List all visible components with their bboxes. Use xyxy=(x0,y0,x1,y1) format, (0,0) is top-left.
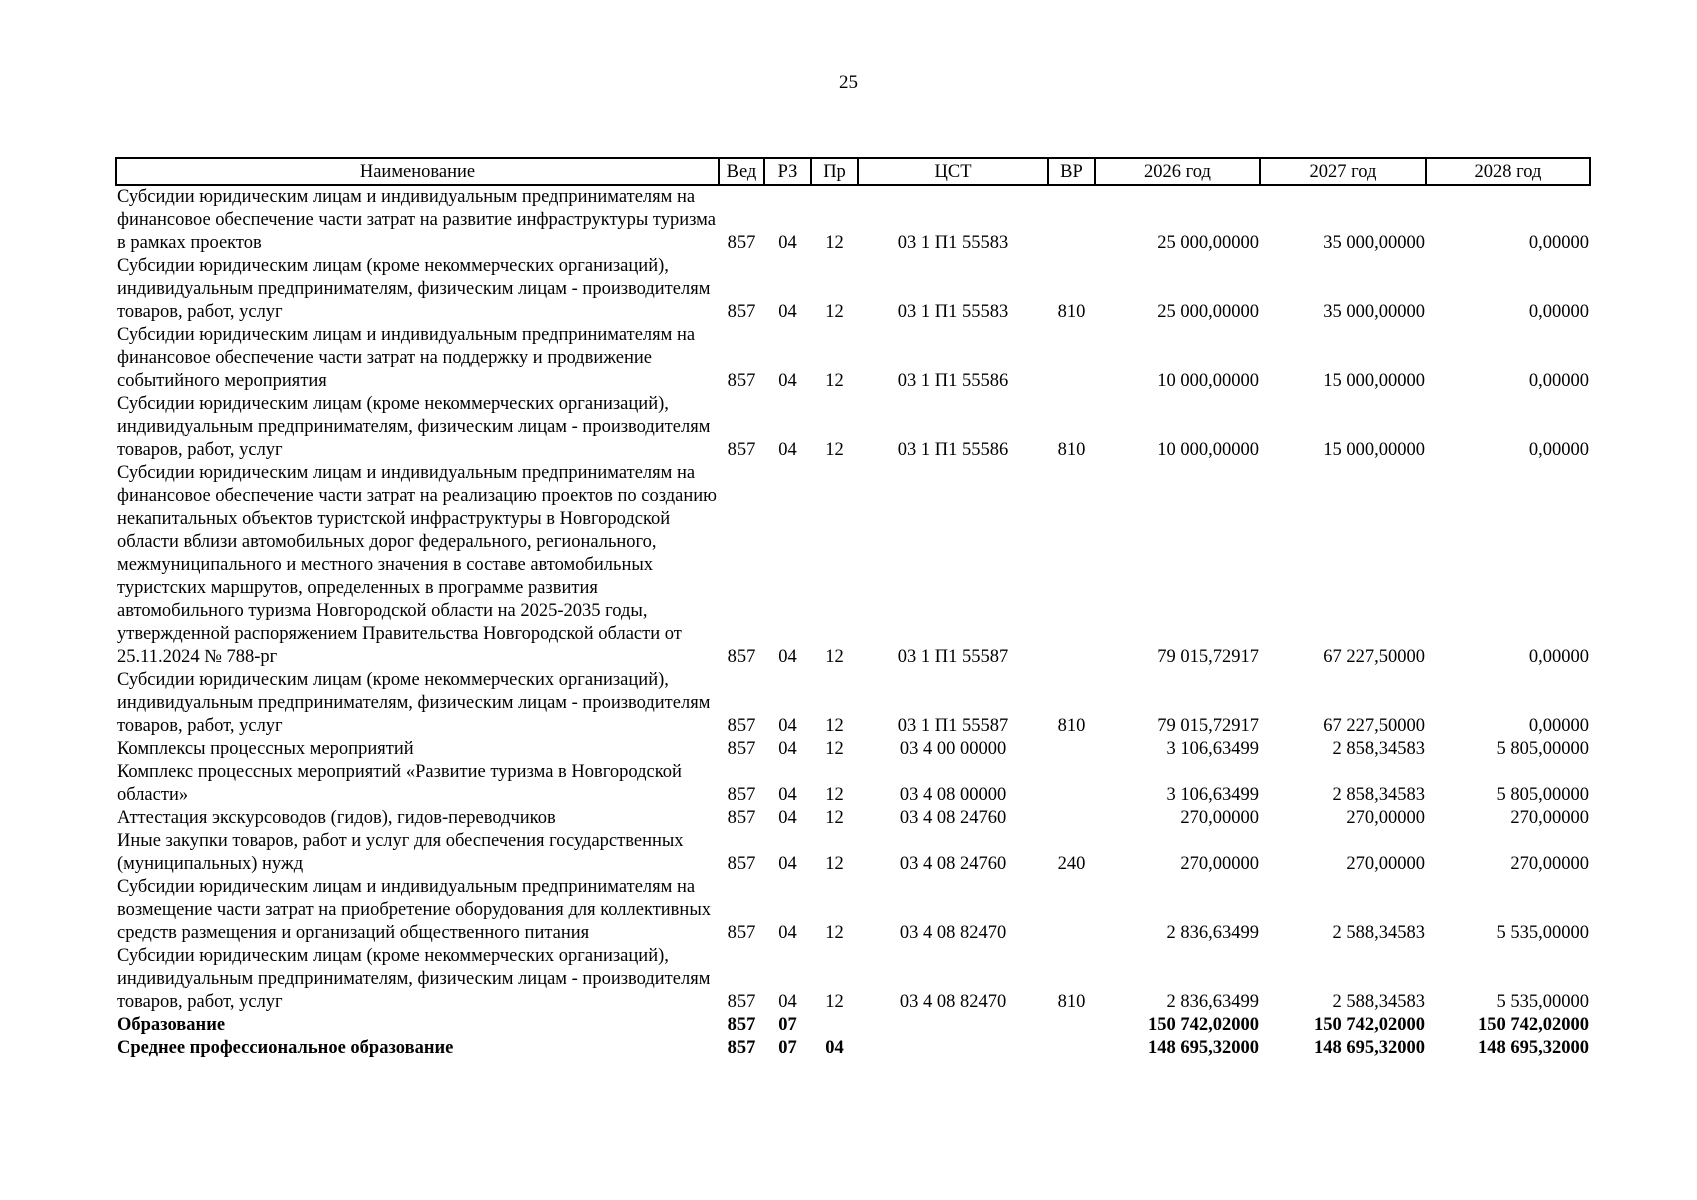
header-name: Наименование xyxy=(116,158,719,185)
row-2028: 5 805,00000 xyxy=(1496,739,1589,759)
row-vr xyxy=(1048,807,1095,830)
row-2026: 2 836,63499 xyxy=(1166,992,1259,1012)
row-pr: 12 xyxy=(825,854,844,874)
table-row xyxy=(116,830,1590,876)
row-cst xyxy=(858,1037,1048,1060)
page-number: 25 xyxy=(839,72,858,93)
row-2027: 67 227,50000 xyxy=(1323,716,1425,736)
row-cst: 03 1 П1 55587 xyxy=(897,647,1009,667)
row-pr: 12 xyxy=(825,440,844,460)
row-rz: 07 xyxy=(778,1038,797,1058)
row-name: Комплекс процессных мероприятий «Развитие туризма в Новгородской области» xyxy=(117,762,682,805)
row-rz: 04 xyxy=(778,233,797,253)
table-header-row xyxy=(116,158,1590,185)
row-cst xyxy=(858,1014,1048,1037)
row-2027: 15 000,00000 xyxy=(1323,371,1425,391)
row-pr: 12 xyxy=(825,371,844,391)
row-2027: 2 588,34583 xyxy=(1332,992,1425,1012)
row-name: Субсидии юридическим лицам и индивидуальным предпринимателям на финансовое обеспечение части затрат на поддержку и продвижение событийного мероприятия xyxy=(117,325,696,391)
row-2027: 2 588,34583 xyxy=(1332,923,1425,943)
row-cst: 03 1 П1 55587 xyxy=(897,716,1009,736)
row-2026: 3 106,63499 xyxy=(1166,739,1259,759)
row-ved: 857 xyxy=(727,808,756,828)
table-row xyxy=(116,1014,1590,1037)
row-vr xyxy=(1048,185,1095,255)
table-row xyxy=(116,807,1590,830)
row-vr: 810 xyxy=(1057,302,1086,322)
row-2026: 148 695,32000 xyxy=(1148,1038,1259,1058)
table-row xyxy=(116,1037,1590,1060)
row-pr: 12 xyxy=(825,716,844,736)
row-pr: 12 xyxy=(825,992,844,1012)
header-pr: Пр xyxy=(811,158,858,185)
row-2028: 150 742,02000 xyxy=(1478,1015,1589,1035)
row-name: Субсидии юридическим лицам и индивидуальным предпринимателям на финансовое обеспечение части затрат на реализацию проектов по созданию некапитальных объектов туристской инфраструктуры в Новгородской области вблизи автомобильных дорог федерального, регионального, межмуниципального и местного значения в составе автомобильных туристских маршрутов, определенных в программе развития автомобильного туризма Новгородской области на 2025-2035 годы, утвержденной распоряжением Правительства Новгородской области от 25.11.2024 № 788-рг xyxy=(117,463,717,667)
table-row xyxy=(116,761,1590,807)
table-row xyxy=(116,945,1590,1014)
row-vr xyxy=(1048,876,1095,945)
row-2027: 2 858,34583 xyxy=(1332,785,1425,805)
row-ved: 857 xyxy=(727,739,756,759)
row-cst: 03 4 08 82470 xyxy=(899,923,1007,943)
row-vr xyxy=(1048,738,1095,761)
row-ved: 857 xyxy=(727,923,756,943)
row-2027: 15 000,00000 xyxy=(1323,440,1425,460)
row-vr xyxy=(1048,1037,1095,1060)
row-name: Иные закупки товаров, работ и услуг для обеспечения государственных (муниципальных) нужд xyxy=(117,831,684,874)
row-cst: 03 1 П1 55583 xyxy=(897,302,1009,322)
row-pr: 12 xyxy=(825,739,844,759)
row-ved: 857 xyxy=(727,371,756,391)
row-2026: 2 836,63499 xyxy=(1166,923,1259,943)
row-ved: 857 xyxy=(727,785,756,805)
row-name: Аттестация экскурсоводов (гидов), гидов-переводчиков xyxy=(117,808,556,828)
row-2028: 5 805,00000 xyxy=(1496,785,1589,805)
row-name: Субсидии юридическим лицам (кроме некоммерческих организаций), индивидуальным предпринимателям, физическим лицам - производителям товаров, работ, услуг xyxy=(117,256,711,322)
row-2028: 0,00000 xyxy=(1528,233,1589,253)
header-cst: ЦСТ xyxy=(858,158,1048,185)
row-cst: 03 4 00 00000 xyxy=(899,739,1007,759)
row-rz: 04 xyxy=(778,647,797,667)
header-2028: 2028 год xyxy=(1426,158,1590,185)
row-2028: 0,00000 xyxy=(1528,647,1589,667)
row-ved: 857 xyxy=(727,233,756,253)
row-cst: 03 4 08 24760 xyxy=(899,808,1007,828)
row-vr xyxy=(1048,462,1095,669)
row-cst: 03 4 08 00000 xyxy=(899,785,1007,805)
table-row xyxy=(116,324,1590,393)
row-ved: 857 xyxy=(727,854,756,874)
table-row xyxy=(116,393,1590,462)
row-name: Образование xyxy=(117,1015,226,1035)
row-2026: 3 106,63499 xyxy=(1166,785,1259,805)
row-2027: 35 000,00000 xyxy=(1323,302,1425,322)
row-vr: 810 xyxy=(1057,992,1086,1012)
row-2028: 0,00000 xyxy=(1528,716,1589,736)
row-2026: 79 015,72917 xyxy=(1157,647,1259,667)
row-pr: 12 xyxy=(825,647,844,667)
table-row xyxy=(116,738,1590,761)
row-ved: 857 xyxy=(727,302,756,322)
row-2028: 0,00000 xyxy=(1528,440,1589,460)
table-row xyxy=(116,876,1590,945)
row-rz: 04 xyxy=(778,854,797,874)
row-name: Субсидии юридическим лицам (кроме некоммерческих организаций), индивидуальным предпринимателям, физическим лицам - производителям товаров, работ, услуг xyxy=(117,394,711,460)
row-ved: 857 xyxy=(727,1015,756,1035)
header-rz: РЗ xyxy=(764,158,811,185)
row-2027: 270,00000 xyxy=(1346,808,1425,828)
row-rz: 04 xyxy=(778,808,797,828)
row-2026: 150 742,02000 xyxy=(1148,1015,1259,1035)
row-pr: 12 xyxy=(825,923,844,943)
row-vr: 810 xyxy=(1057,716,1086,736)
header-ved: Вед xyxy=(719,158,764,185)
row-vr xyxy=(1048,1014,1095,1037)
row-rz: 04 xyxy=(778,739,797,759)
header-vr: ВР xyxy=(1048,158,1095,185)
row-2027: 2 858,34583 xyxy=(1332,739,1425,759)
row-ved: 857 xyxy=(727,440,756,460)
budget-table xyxy=(115,157,1591,1060)
row-name: Субсидии юридическим лицам и индивидуальным предпринимателям на финансовое обеспечение части затрат на развитие инфраструктуры туризма в рамках проектов xyxy=(117,187,716,253)
row-cst: 03 4 08 24760 xyxy=(899,854,1007,874)
row-cst: 03 1 П1 55586 xyxy=(897,371,1009,391)
row-2028: 0,00000 xyxy=(1528,302,1589,322)
row-vr xyxy=(1048,761,1095,807)
header-2026: 2026 год xyxy=(1095,158,1260,185)
row-ved: 857 xyxy=(727,716,756,736)
row-name: Субсидии юридическим лицам (кроме некоммерческих организаций), индивидуальным предпринимателям, физическим лицам - производителям товаров, работ, услуг xyxy=(117,946,711,1012)
row-rz: 07 xyxy=(778,1015,797,1035)
row-pr: 04 xyxy=(825,1038,844,1058)
row-2027: 270,00000 xyxy=(1346,854,1425,874)
row-rz: 04 xyxy=(778,440,797,460)
row-pr xyxy=(811,1014,858,1037)
row-ved: 857 xyxy=(727,992,756,1012)
row-vr: 240 xyxy=(1057,854,1086,874)
row-2027: 67 227,50000 xyxy=(1323,647,1425,667)
row-2026: 270,00000 xyxy=(1180,854,1259,874)
header-2027: 2027 год xyxy=(1260,158,1426,185)
row-2027: 35 000,00000 xyxy=(1323,233,1425,253)
row-ved: 857 xyxy=(727,647,756,667)
table-row xyxy=(116,255,1590,324)
row-2028: 0,00000 xyxy=(1528,371,1589,391)
row-name: Субсидии юридическим лицам и индивидуальным предпринимателям на возмещение части затрат на приобретение оборудования для коллективных средств размещения и организаций общественного питания xyxy=(117,877,711,943)
row-2026: 270,00000 xyxy=(1180,808,1259,828)
row-2028: 270,00000 xyxy=(1510,808,1589,828)
row-2027: 150 742,02000 xyxy=(1314,1015,1425,1035)
row-rz: 04 xyxy=(778,992,797,1012)
row-pr: 12 xyxy=(825,302,844,322)
row-pr: 12 xyxy=(825,233,844,253)
row-2028: 270,00000 xyxy=(1510,854,1589,874)
row-name: Комплексы процессных мероприятий xyxy=(117,739,414,759)
row-ved: 857 xyxy=(727,1038,756,1058)
row-vr: 810 xyxy=(1057,440,1086,460)
row-2026: 10 000,00000 xyxy=(1157,371,1259,391)
table-row xyxy=(116,185,1590,255)
row-cst: 03 1 П1 55586 xyxy=(897,440,1009,460)
row-2028: 5 535,00000 xyxy=(1496,992,1589,1012)
row-rz: 04 xyxy=(778,302,797,322)
row-2026: 25 000,00000 xyxy=(1157,233,1259,253)
table-row xyxy=(116,669,1590,738)
row-2026: 10 000,00000 xyxy=(1157,440,1259,460)
row-vr xyxy=(1048,324,1095,393)
row-2026: 25 000,00000 xyxy=(1157,302,1259,322)
row-cst: 03 4 08 82470 xyxy=(899,992,1007,1012)
table-row xyxy=(116,462,1590,669)
row-2027: 148 695,32000 xyxy=(1314,1038,1425,1058)
row-pr: 12 xyxy=(825,785,844,805)
row-2028: 148 695,32000 xyxy=(1478,1038,1589,1058)
row-rz: 04 xyxy=(778,923,797,943)
row-pr: 12 xyxy=(825,808,844,828)
row-name: Среднее профессиональное образование xyxy=(117,1038,454,1058)
row-name: Субсидии юридическим лицам (кроме некоммерческих организаций), индивидуальным предпринимателям, физическим лицам - производителям товаров, работ, услуг xyxy=(117,670,711,736)
row-rz: 04 xyxy=(778,371,797,391)
row-rz: 04 xyxy=(778,716,797,736)
row-2028: 5 535,00000 xyxy=(1496,923,1589,943)
row-2026: 79 015,72917 xyxy=(1157,716,1259,736)
row-rz: 04 xyxy=(778,785,797,805)
row-cst: 03 1 П1 55583 xyxy=(897,233,1009,253)
